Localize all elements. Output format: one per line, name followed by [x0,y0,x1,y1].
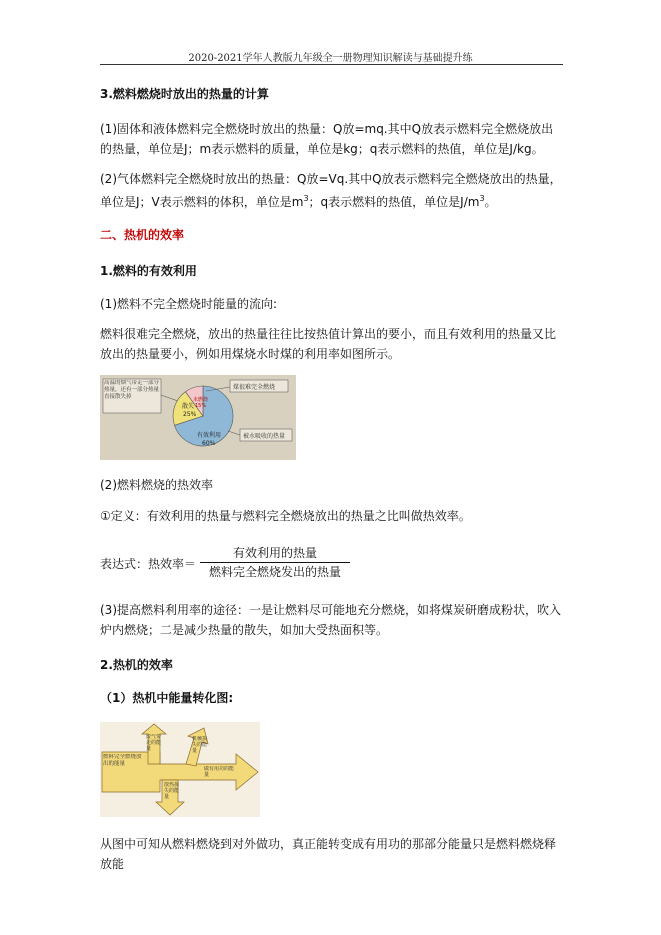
paragraph-energy-diagram-title: （1）热机中能量转化图: [100,691,234,705]
paragraph-gas-fuel [100,169,563,212]
paragraph-definition: ①定义：有效利用的热量与燃料完全燃烧放出的热量之比叫做热效率。 [100,509,471,523]
unburnt-note-text: 煤很难完全燃烧 [233,384,276,391]
useful-note-text: 被水吸收的热量 [243,433,286,440]
formula-label: 表达式：热效率＝ [100,557,197,571]
paragraph-energy-flow: (1)燃料不完全燃烧时能量的流向: [100,297,278,311]
formula-denominator: 燃料完全燃烧发出的热量 [208,565,341,579]
engine-energy-flow-figure [100,722,260,817]
section-heading-fuel-use: 1.燃料的有效利用 [100,264,197,278]
engine-energy-flow-diagram [100,722,260,817]
paragraph-incomplete-combustion: 燃料很难完全燃烧，放出的热量往往比按热值计算出的要小，而且有效利用的热量又比放出的热量要小，例如用煤烧水时煤的利用率如图所示。 [100,327,557,361]
flow-source-label: 燃料完全燃烧放出的能量 [103,754,142,767]
slice-loss-pct: 25% [183,411,197,418]
paragraph-solid-liquid-fuel: (1)固体和液体燃料完全燃烧时放出的热量：Q放=mq.其中Q放表示燃料完全燃烧放出的热量，单位是J；m表示燃料的质量，单位是kg；q表示燃料的热值，单位是J/kg。 [100,122,554,156]
formula-fraction [200,544,350,581]
paragraph-engine-conclusion: 从图中可知从燃料燃烧到对外做功，真正能转变成有用功的那部分能量只是燃料燃烧释放能 [100,837,557,871]
slice-loss-label: 散失 [182,403,195,410]
section-heading-heat-calculation: 3.燃料燃烧时放出的热量的计算 [100,87,269,101]
paragraph-improve-utilization: (3)提高燃料利用率的途径：一是让燃料尽可能地充分燃烧，如将煤炭研磨成粉状，吹入炉内燃烧；二是减少热量的散失，如加大受热面积等。 [100,603,562,637]
slice-useful-label: 有效利用 [197,432,222,439]
gas-fuel-sup-2: 3 [479,194,485,203]
gas-fuel-text-c: 。 [484,195,497,209]
header-rule [100,64,563,65]
flow-useful-label: 做有用功的能量 [204,766,235,778]
slice-unburnt-pct: 15% [195,403,207,409]
flow-mechanical-label: 机械损失的能量 [192,736,208,754]
coal-utilization-pie [100,375,296,460]
flow-exhaust-label: 废气带走的能量 [146,734,162,752]
left-note-text: 高温的烟气带走一部分热量，还有一部分热量直接散失掉 [104,380,160,400]
flow-heat-loss-label: 散热损失的能量 [164,782,180,800]
gas-fuel-sup-1: 3 [303,194,309,203]
page-header: 2020-2021学年人教版九年级全一册物理知识解读与基础提升练 [188,53,473,64]
slice-unburnt-label: 未燃烧 [193,397,209,403]
part-heading-engine-efficiency: 二、热机的效率 [100,228,185,242]
paragraph-thermal-efficiency-title: (2)燃料燃烧的热效率 [100,478,213,492]
coal-utilization-figure [100,375,296,460]
formula-numerator: 有效利用的热量 [232,546,317,560]
slice-useful-pct: 60% [202,440,216,447]
gas-fuel-text-a: (2)气体燃料完全燃烧时放出的热量：Q放=Vq.其中Q放表示燃料完全燃烧放出的热量，单位是J；V表示燃料的体积，单位是m [100,172,562,209]
section-heading-engine-efficiency: 2.热机的效率 [100,658,173,672]
gas-fuel-text-b: ；q表示燃料的热值，单位是J/m [308,195,480,209]
